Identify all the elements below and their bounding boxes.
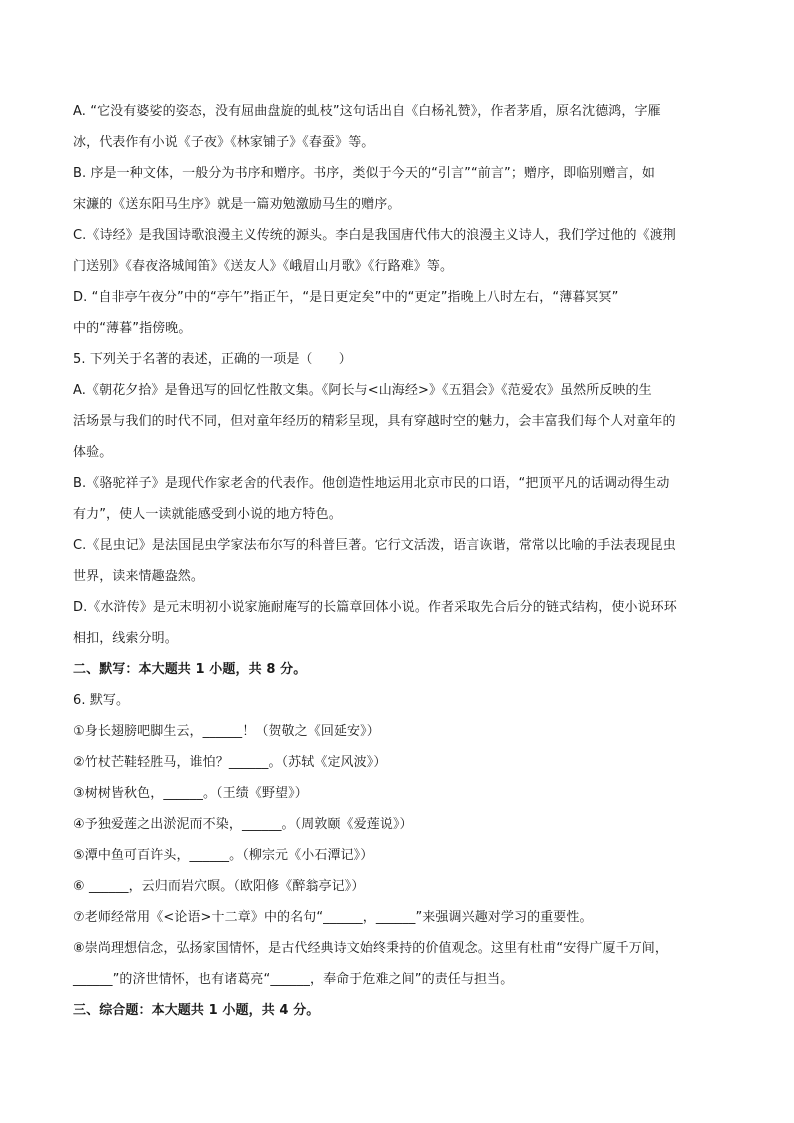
- q5-option-b-line-2: 有力”，使人一读就能感受到小说的地方特色。: [73, 507, 342, 522]
- q5-option-a-line-2: 活场景与我们的时代不同，但对童年经历的精彩呈现，具有穿越时空的魅力，会丰富我们每个人对童年的: [73, 414, 676, 429]
- option-b-line-1: B. 序是一种文体，一般分为书序和赠序。书序，类似于今天的“引言”“前言”；赠序，即临别赠言，如: [73, 166, 655, 181]
- option-a-line-2: 冰，代表作有小说《子夜》《林家铺子》《春蚕》等。: [73, 135, 375, 150]
- document-page: [73, 96, 723, 1026]
- question-6-stem: 6. 默写。: [73, 693, 130, 708]
- q5-option-b-line-1: B.《骆驼祥子》是现代作家老舍的代表作。他创造性地运用北京市民的口语，“把顶平凡的话调动得生动: [73, 476, 670, 491]
- q5-option-c-line-1: C.《昆虫记》是法国昆虫学家法布尔写的科普巨著。它行文活泼，语言诙谐，常常以比喻的手法表现昆虫: [73, 538, 676, 553]
- q6-item-8-line-1: ⑧崇尚理想信念，弘扬家国情怀，是古代经典诗文始终秉持的价值观念。这里有杜甫“安得广厦千万间，: [73, 941, 668, 956]
- q6-item-8-line-2: ______”的济世情怀，也有诸葛亮“______，奉命于危难之间”的责任与担当。: [73, 972, 514, 987]
- option-d-line-1: D. “自非亭午夜分”中的“亭午”指正午，“是日更定矣”中的“更定”指晚上八时左右，“薄暮冥冥”: [73, 290, 619, 305]
- option-d-line-2: 中的“薄暮”指傍晚。: [73, 321, 192, 336]
- section-3-heading: 三、综合题：本大题共 1 小题，共 4 分。: [73, 1003, 320, 1018]
- q6-item-6: ⑥ ______，云归而岩穴暝。（欧阳修《醉翁亭记》）: [73, 879, 365, 894]
- q6-item-3: ③树树皆秋色，______。（王绩《野望》）: [73, 786, 308, 801]
- q5-option-a-line-1: A.《朝花夕拾》是鲁迅写的回忆性散文集。《阿长与<山海经>》《五猖会》《范爱农》虽然所反映的生: [73, 383, 652, 398]
- q5-option-d-line-2: 相扣，线索分明。: [73, 631, 178, 646]
- q5-option-a-line-3: 体验。: [73, 445, 113, 460]
- question-5-stem: 5. 下列关于名著的表述，正确的一项是（ ）: [73, 352, 352, 367]
- q6-item-4: ④予独爱莲之出淤泥而不染，______。（周敦颐《爱莲说》）: [73, 817, 413, 832]
- option-c-line-1: C.《诗经》是我国诗歌浪漫主义传统的源头。李白是我国唐代伟大的浪漫主义诗人，我们学过他的《渡荆: [73, 228, 676, 243]
- q5-option-c-line-2: 世界，读来情趣盎然。: [73, 569, 205, 584]
- q6-item-2: ②竹杖芒鞋轻胜马，谁怕？______。（苏轼《定风波》）: [73, 755, 387, 770]
- option-b-line-2: 宋濂的《送东阳马生序》就是一篇劝勉激励马生的赠序。: [73, 197, 401, 212]
- option-c-line-2: 门送别》《春夜洛城闻笛》《送友人》《峨眉山月歌》《行路难》等。: [73, 259, 454, 274]
- option-a-line-1: A. “它没有婆娑的姿态，没有屈曲盘旋的虬枝”这句话出自《白杨礼赞》，作者茅盾，原名沈德鸿，字雁: [73, 104, 661, 119]
- section-2-heading: 二、默写：本大题共 1 小题，共 8 分。: [73, 662, 307, 677]
- q6-item-5: ⑤潭中鱼可百许头，______。（柳宗元《小石潭记》）: [73, 848, 374, 863]
- q6-item-1: ①身长翅膀吧脚生云，______！（贺敬之《回延安》）: [73, 724, 380, 739]
- q6-item-7: ⑦老师经常用《<论语>十二章》中的名句“______，______”来强调兴趣对学习的重要性。: [73, 910, 593, 925]
- q5-option-d-line-1: D.《水浒传》是元末明初小说家施耐庵写的长篇章回体小说。作者采取先合后分的链式结构，使小说环环: [73, 600, 677, 615]
